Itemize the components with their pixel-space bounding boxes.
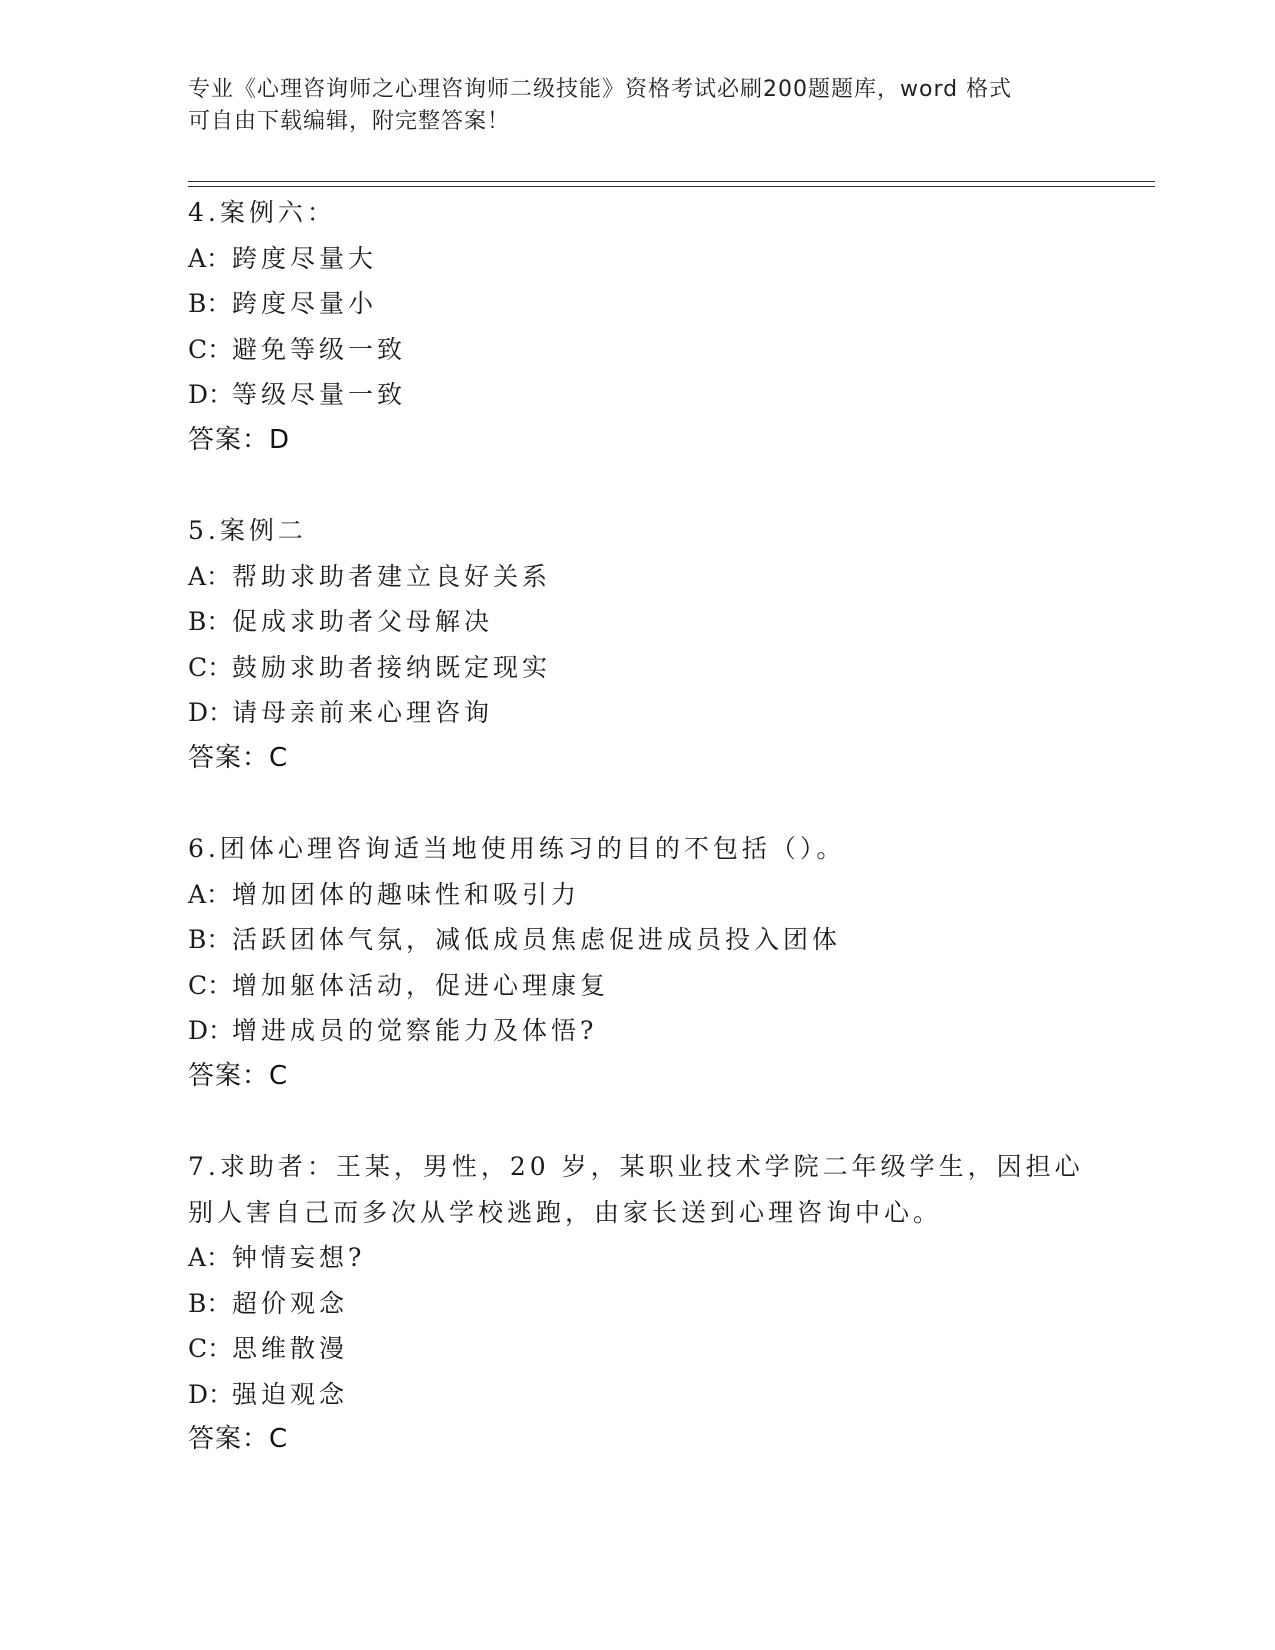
option-a <box>188 236 1088 282</box>
option-a <box>188 554 1088 600</box>
option-letter: D： <box>188 380 234 409</box>
option-c <box>188 963 1088 1009</box>
header-divider-bottom <box>188 186 1155 187</box>
option-text: 等级尽量一致 <box>232 380 407 409</box>
option-d <box>188 372 1088 418</box>
option-d <box>188 1372 1088 1418</box>
question-stem: 6.团体心理咨询适当地使用练习的目的不包括（）。 <box>188 834 846 863</box>
option-letter: D： <box>188 1016 234 1045</box>
option-c <box>188 327 1088 373</box>
option-letter: B： <box>188 1288 232 1318</box>
option-text: 增加团体的趣味性和吸引力 <box>232 879 581 909</box>
option-letter: C： <box>188 1334 233 1363</box>
question-item <box>188 826 1088 1099</box>
option-letter: B： <box>188 607 232 636</box>
answer-label: 答案：C <box>188 1424 289 1454</box>
question-stem-continued: 别人害自己而多次从学校逃跑，由家长送到心理咨询中心。 <box>188 1197 943 1227</box>
option-letter: A： <box>188 243 232 273</box>
option-text: 强迫观念 <box>232 1379 349 1409</box>
document-header <box>188 74 1068 138</box>
option-letter: B： <box>188 289 232 318</box>
option-text: 跨度尽量大 <box>232 243 378 273</box>
option-letter: A： <box>188 561 232 591</box>
option-a <box>188 872 1088 918</box>
question-stem: 7.求助者：王某，男性，20 岁，某职业技术学院二年级学生，因担心 <box>188 1152 1084 1181</box>
option-a <box>188 1235 1088 1281</box>
header-line-1: 专业《心理咨询师之心理咨询师二级技能》资格考试必刷200题题库，word 格式 <box>188 77 1013 102</box>
option-letter: B： <box>188 925 232 954</box>
option-letter: C： <box>188 652 233 682</box>
question-item <box>188 1144 1088 1463</box>
option-b <box>188 1281 1088 1327</box>
answer-label: 答案：D <box>188 424 291 455</box>
option-text: 活跃团体气氛，减低成员焦虑促进成员投入团体 <box>232 925 842 954</box>
option-d <box>188 690 1088 736</box>
option-letter: A： <box>188 1243 232 1272</box>
question-item <box>188 508 1088 781</box>
option-letter: D： <box>188 698 234 727</box>
option-text: 帮助求助者建立良好关系 <box>232 561 552 591</box>
option-text: 钟情妄想? <box>232 1243 366 1272</box>
option-text: 跨度尽量小 <box>232 289 378 318</box>
option-text: 鼓励求助者接纳既定现实 <box>232 652 552 682</box>
option-c <box>188 645 1088 691</box>
option-text: 避免等级一致 <box>232 334 407 364</box>
option-letter: A： <box>188 879 232 909</box>
option-text: 超价观念 <box>232 1288 349 1318</box>
option-letter: C： <box>188 970 233 1000</box>
question-stem: 5.案例二 <box>188 516 307 545</box>
option-b <box>188 599 1088 645</box>
option-b <box>188 917 1088 963</box>
question-item <box>188 190 1088 463</box>
question-list <box>188 190 1088 1508</box>
option-d <box>188 1008 1088 1054</box>
option-text: 增加躯体活动，促进心理康复 <box>232 970 610 1000</box>
option-text: 请母亲前来心理咨询 <box>232 698 494 727</box>
question-stem: 4.案例六： <box>188 198 336 227</box>
option-text: 增进成员的觉察能力及体悟? <box>232 1016 598 1045</box>
option-letter: D： <box>188 1379 234 1409</box>
option-c <box>188 1326 1088 1372</box>
option-text: 思维散漫 <box>232 1334 349 1363</box>
option-b <box>188 281 1088 327</box>
option-text: 促成求助者父母解决 <box>232 607 494 636</box>
answer-label: 答案：C <box>188 1060 289 1091</box>
answer-label: 答案：C <box>188 742 289 773</box>
header-line-2: 可自由下载编辑，附完整答案！ <box>188 109 511 134</box>
option-letter: C： <box>188 334 233 364</box>
header-divider-top <box>188 181 1155 182</box>
